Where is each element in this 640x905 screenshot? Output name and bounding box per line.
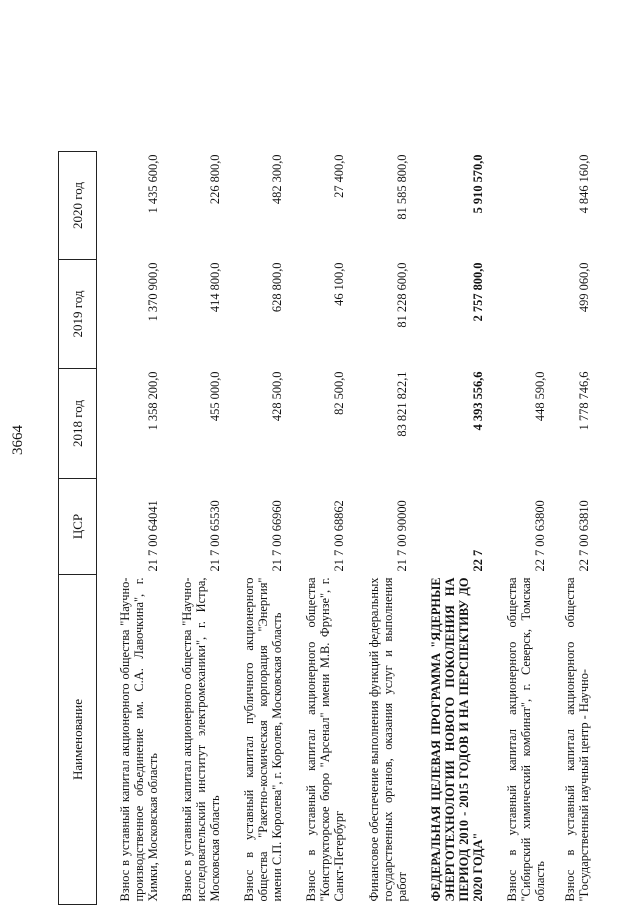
row-name: ФЕДЕРАЛЬНАЯ ЦЕЛЕВАЯ ПРОГРАММА "ЯДЕРНЫЕ ЭНЕРГОТЕХНОЛОГИИ НОВОГО ПОКОЛЕНИЯ НА ПЕРИОД 2010 - 2015 ГОДОВ И НА ПЕРСПЕКТИВУ ДО 2020 ГОДА" <box>428 577 485 902</box>
row-2019: 46 100,0 <box>331 262 346 306</box>
table-row <box>485 152 547 905</box>
row-2019: 414 800,0 <box>207 262 222 313</box>
row-2020: 4 846 160,0 <box>576 154 591 214</box>
row-2019 <box>485 260 547 369</box>
row-name: Взнос в уставный капитал акционерного общества "Конструкторское бюро "Арсенал" имени М.В. Фрунзе", г. Санкт-Петербург <box>303 577 346 902</box>
row-2020: 226 800,0 <box>207 154 222 205</box>
table-row <box>222 152 284 905</box>
header-csr: ЦСР <box>59 479 97 575</box>
row-2019: 628 800,0 <box>269 262 284 313</box>
table-row <box>346 152 409 905</box>
budget-table <box>58 151 591 905</box>
header-row <box>59 152 97 905</box>
row-2020 <box>485 152 547 260</box>
header-name: Наименование <box>59 575 97 905</box>
row-2018: 1 358 200,0 <box>145 371 160 431</box>
row-name: Взнос в уставный капитал акционерного общества "Научно-производственное объединение им. С.А. Лавочкина", г. Химки, Московская область <box>117 577 160 902</box>
row-csr: 21 7 00 90000 <box>394 500 409 572</box>
header-2020: 2020 год <box>59 152 97 260</box>
row-csr: 21 7 00 65530 <box>207 500 222 572</box>
row-2020: 1 435 600,0 <box>145 154 160 214</box>
row-csr: 22 7 <box>470 549 485 572</box>
row-2020: 81 585 800,0 <box>394 154 409 220</box>
table-row <box>97 152 160 905</box>
row-2018: 448 590,0 <box>532 371 547 422</box>
table-row-section <box>409 152 485 905</box>
row-2018: 83 821 822,1 <box>394 371 409 437</box>
table-row <box>547 152 591 905</box>
row-2020: 5 910 570,0 <box>470 154 485 214</box>
row-2020: 27 400,0 <box>331 154 346 198</box>
row-2018: 1 778 746,6 <box>576 371 591 431</box>
row-name: Взнос в уставный капитал публичного акционерного общества "Ракетно-космическая корпорация "Энергия" имени С.П. Королева", г. Королев, Московская область <box>241 577 284 902</box>
row-name: Взнос в уставный капитал акционерного общества "Государственный научный центр - Научно- <box>562 577 591 902</box>
header-2018: 2018 год <box>59 369 97 479</box>
row-2019: 81 228 600,0 <box>394 262 409 328</box>
row-name: Финансовое обеспечение выполнения функций федеральных государственных органов, оказания услуг и выполнения работ <box>366 577 409 902</box>
row-2018: 82 500,0 <box>331 371 346 415</box>
row-csr: 21 7 00 66960 <box>269 500 284 572</box>
row-2018: 4 393 556,6 <box>470 371 485 431</box>
table-row <box>160 152 222 905</box>
page-number: 3664 <box>10 425 26 455</box>
row-2019: 2 757 800,0 <box>470 262 485 322</box>
row-2019: 499 060,0 <box>576 262 591 313</box>
header-2019: 2019 год <box>59 260 97 369</box>
row-name: Взнос в уставный капитал акционерного общества "Научно-исследовательский институт электромеханики", г. Истра, Московская область <box>179 577 222 902</box>
table-row <box>284 152 346 905</box>
row-2020: 482 300,0 <box>269 154 284 205</box>
row-csr: 22 7 00 63810 <box>576 500 591 572</box>
row-2018: 455 000,0 <box>207 371 222 422</box>
row-name: Взнос в уставный капитал акционерного общества "Сибирский химический комбинат", г. Северск, Томская область <box>504 577 547 902</box>
row-2018: 428 500,0 <box>269 371 284 422</box>
row-csr: 22 7 00 63800 <box>532 500 547 572</box>
row-csr: 21 7 00 64041 <box>145 500 160 572</box>
row-csr: 21 7 00 68862 <box>331 500 346 572</box>
row-2019: 1 370 900,0 <box>145 262 160 322</box>
